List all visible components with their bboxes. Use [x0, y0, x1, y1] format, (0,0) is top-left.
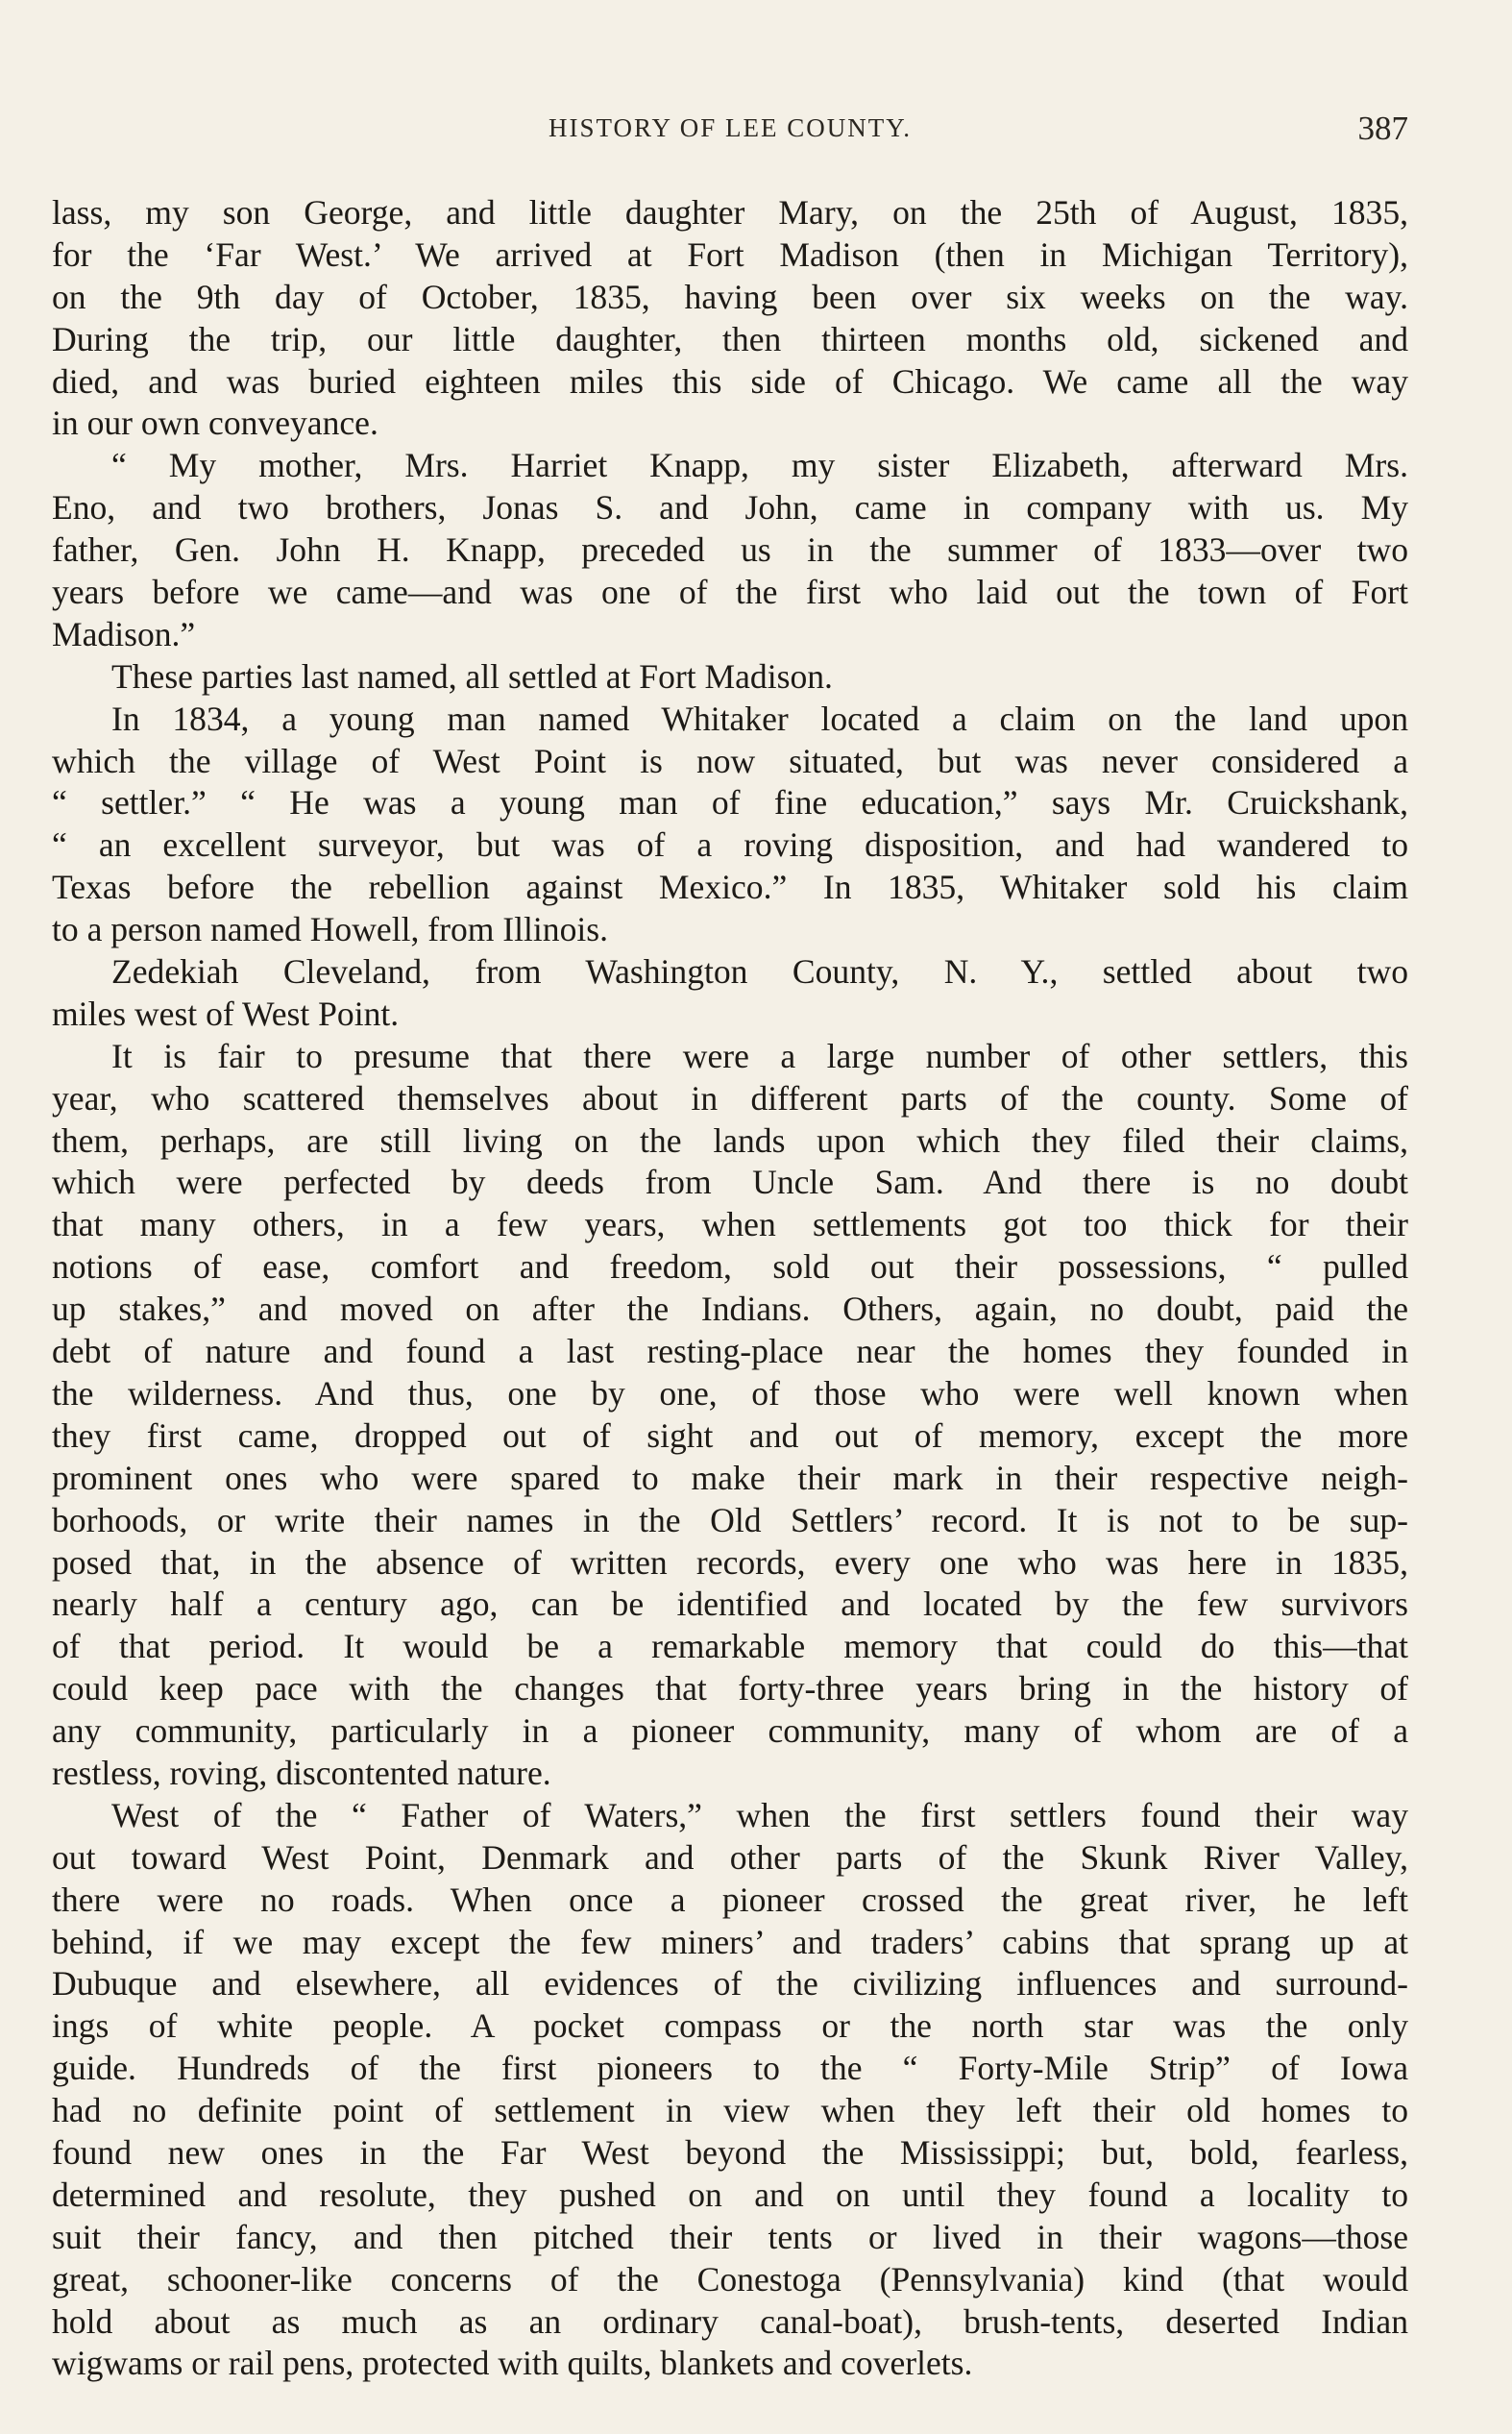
text-line: which were perfected by deeds from Uncle Sam. And there is no doubt [52, 1163, 1408, 1202]
text-line: they first came, dropped out of sight and out of memory, except the more [52, 1415, 1408, 1455]
text-line: up stakes,” and moved on after the Indians. Others, again, no doubt, paid the [52, 1290, 1408, 1329]
text-line: out toward West Point, Denmark and other parts of the Skunk River Valley, [52, 1837, 1408, 1877]
text-line: that many others, in a few years, when settlements got too thick for their [52, 1205, 1408, 1244]
text-line: Dubuque and elsewhere, all evidences of the civilizing influences and surround- [52, 1964, 1408, 2004]
text-line: father, Gen. John H. Knapp, preceded us in the summer of 1833—over two [52, 530, 1408, 570]
text-line: borhoods, or write their names in the Old Settlers’ record. It is not to be sup- [52, 1500, 1408, 1539]
text-line: could keep pace with the changes that forty-three years bring in the history of [52, 1669, 1408, 1709]
text-line: ings of white people. A pocket compass or the north star was the only [52, 2006, 1408, 2046]
text-line: determined and resolute, they pushed on and on until they found a locality to [52, 2175, 1408, 2214]
text-line: “ settler.” “ He was a young man of fine education,” says Mr. Cruickshank, [52, 783, 1408, 823]
text-line: Texas before the rebellion against Mexico.” In 1835, Whitaker sold his claim [52, 868, 1408, 907]
text-line: Zedekiah Cleveland, from Washington County, N. Y., settled about two [111, 952, 1408, 992]
text-line: In 1834, a young man named Whitaker located a claim on the land upon [111, 699, 1408, 738]
text-line: posed that, in the absence of written records, every one who was here in 1835, [52, 1542, 1408, 1582]
text-line: found new ones in the Far West beyond the Mississippi; but, bold, fearless, [52, 2132, 1408, 2172]
page-number: 387 [1357, 110, 1408, 147]
text-line: lass, my son George, and little daughter Mary, on the 25th of August, 1835, [52, 193, 1408, 232]
text-line: These parties last named, all settled at Fort Madison. [111, 656, 833, 696]
text-line: Eno, and two brothers, Jonas S. and John, came in company with us. My [52, 488, 1408, 528]
text-line: any community, particularly in a pioneer community, many of whom are of a [52, 1711, 1408, 1751]
text-line: great, schooner-like concerns of the Conestoga (Pennsylvania) kind (that would [52, 2259, 1408, 2299]
text-line: notions of ease, comfort and freedom, sold out their possessions, “ pulled [52, 1247, 1408, 1287]
text-line: in our own conveyance. [52, 404, 378, 443]
text-line: restless, roving, discontented nature. [52, 1753, 551, 1792]
text-line: had no definite point of settlement in view when they left their old homes to [52, 2091, 1408, 2130]
text-line: them, perhaps, are still living on the lands upon which they filed their claims, [52, 1120, 1408, 1160]
text-line: wigwams or rail pens, protected with quilts, blankets and coverlets. [52, 2344, 973, 2383]
text-line: years before we came—and was one of the first who laid out the town of Fort [52, 573, 1408, 612]
text-line: debt of nature and found a last resting-place near the homes they founded in [52, 1332, 1408, 1371]
text-line: During the trip, our little daughter, then thirteen months old, sickened and [52, 319, 1408, 358]
text-line: died, and was buried eighteen miles this side of Chicago. We came all the way [52, 361, 1408, 401]
text-line: miles west of West Point. [52, 994, 400, 1033]
text-line: there were no roads. When once a pioneer crossed the great river, he left [52, 1880, 1408, 1919]
text-line: hold about as much as an ordinary canal-boat), brush-tents, deserted Indian [52, 2301, 1408, 2341]
text-line: of that period. It would be a remarkable memory that could do this—that [52, 1627, 1408, 1666]
text-line: “ My mother, Mrs. Harriet Knapp, my sister Elizabeth, afterward Mrs. [111, 446, 1408, 485]
text-line: which the village of West Point is now situated, but was never considered a [52, 741, 1408, 780]
text-line: behind, if we may except the few miners’ and traders’ cabins that sprang up at [52, 1922, 1408, 1961]
running-head [52, 110, 1408, 152]
text-line: guide. Hundreds of the first pioneers to the “ Forty-Mile Strip” of Iowa [52, 2049, 1408, 2088]
text-line: year, who scattered themselves about in different parts of the county. Some of [52, 1078, 1408, 1118]
text-line: on the 9th day of October, 1835, having been over six weeks on the way. [52, 277, 1408, 316]
text-line: It is fair to presume that there were a large number of other settlers, this [111, 1036, 1408, 1075]
text-line: prominent ones who were spared to make their mark in their respective neigh- [52, 1458, 1408, 1497]
text-line: the wilderness. And thus, one by one, of those who were well known when [52, 1373, 1408, 1413]
text-line: for the ‘Far West.’ We arrived at Fort Madison (then in Michigan Territory), [52, 234, 1408, 274]
body-text [52, 192, 1408, 2385]
text-line: nearly half a century ago, can be identified and located by the few survivors [52, 1585, 1408, 1624]
text-line: Madison.” [52, 614, 196, 653]
text-line: suit their fancy, and then pitched their tents or lived in their wagons—those [52, 2217, 1408, 2256]
text-line: West of the “ Father of Waters,” when the first settlers found their way [111, 1795, 1408, 1834]
text-line: “ an excellent surveyor, but was of a roving disposition, and had wandered to [52, 825, 1408, 865]
running-title: HISTORY OF LEE COUNTY. [548, 113, 913, 142]
text-line: to a person named Howell, from Illinois. [52, 910, 609, 949]
